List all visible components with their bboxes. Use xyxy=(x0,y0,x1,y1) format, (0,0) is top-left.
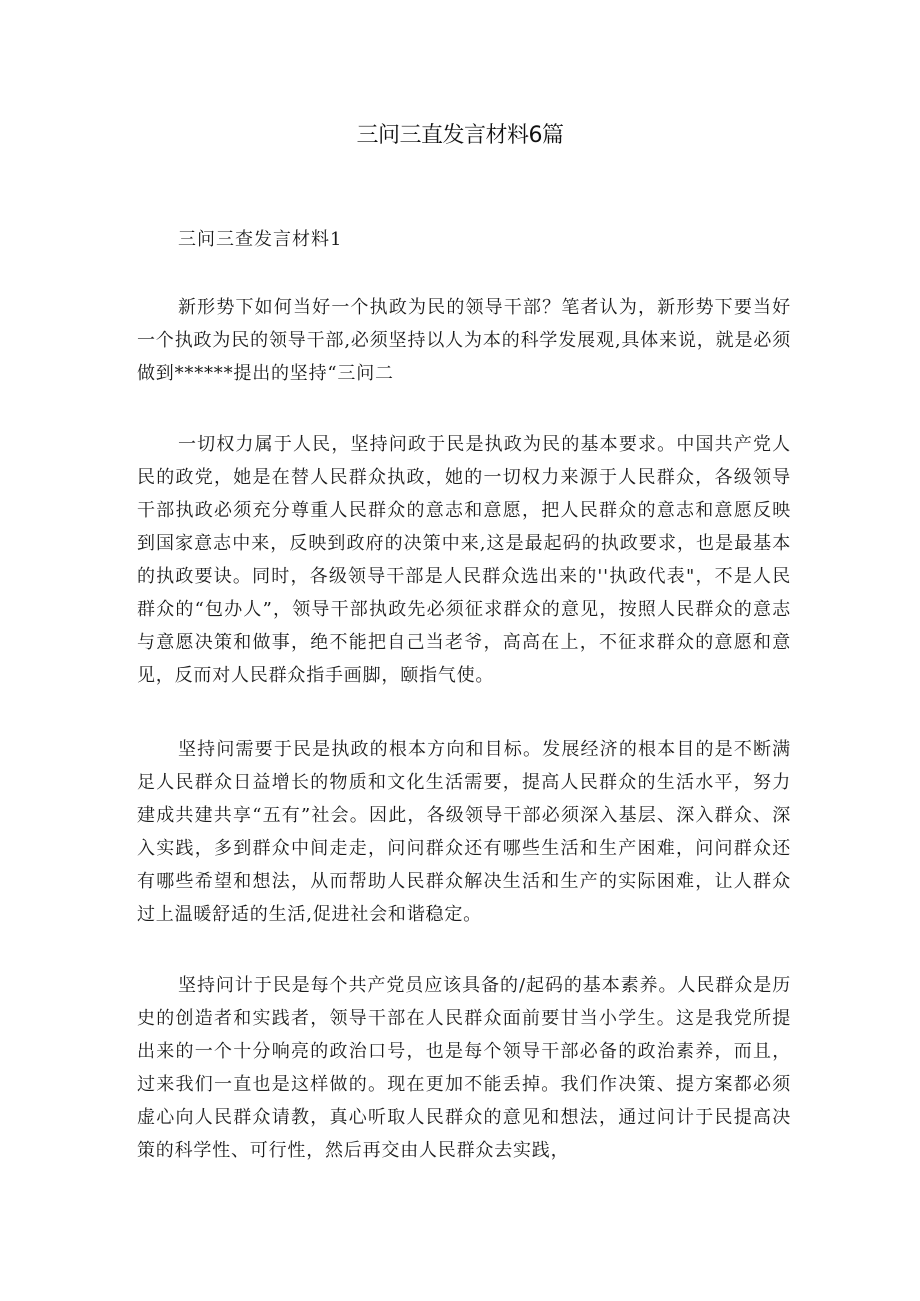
paragraph-intro: 新形势下如何当好一个执政为民的领导干部？笔者认为，新形势下要当好一个执政为民的领导干部,必须坚持以人为本的科学发展观,具体来说，就是必须做到******提出的坚持“三问二 xyxy=(137,297,791,384)
paragraph-ask-advice: 坚持问计于民是每个共产党员应该具备的/起码的基本素养。人民群众是历史的创造者和实践者，领导干部在人民群众面前要甘当小学生。这是我党所提出来的一个十分响亮的政治口号，也是每个领导干部必备的政治素养，而且，过来我们一直也是这样做的。现在更加不能丢掉。我们作决策、提方案都必须虚心向人民群众请教，真心听取人民群众的意见和想法，通过问计于民提高决策的科学性、可行性，然后再交由人民群众去实践， xyxy=(137,975,791,1161)
paragraph-ask-needs: 坚持问需要于民是执政的根本方向和目标。发展经济的根本目的是不断满足人民群众日益增长的物质和文化生活需要，提高人民群众的生活水平，努力建成共建共享“五有”社会。因此，各级领导干部必须深入基层、深入群众、深入实践，多到群众中间走走，问问群众还有哪些生活和生产困难，问问群众还有哪些希望和想法，从而帮助人民群众解决生活和生产的实际困难，让人群众过上温暖舒适的生活,促进社会和谐稳定。 xyxy=(137,739,791,925)
document-title: 三问三直发言材料6篇 xyxy=(356,123,564,148)
paragraph-ask-governance: 一切权力属于人民，坚持问政于民是执政为民的基本要求。中国共产党人民的政党，她是在替人民群众执政，她的一切权力来源于人民群众，各级领导干部执政必须充分尊重人民群众的意志和意愿，把人民群众的意志和意愿反映到国家意志中来，反映到政府的决策中来,这是最起码的执政要求，也是最基本的执政要诀。同时，各级领导干部是人民群众选出来的''执政代表"，不是人民群众的“包办人”，领导干部执政先必须征求群众的意见，按照人民群众的意志与意愿决策和做事，绝不能把自己当老爷，高高在上，不征求群众的意愿和意见，反而对人民群众指手画脚，颐指气使。 xyxy=(137,434,791,686)
section-heading: 三问三查发言材料1 xyxy=(178,229,343,250)
